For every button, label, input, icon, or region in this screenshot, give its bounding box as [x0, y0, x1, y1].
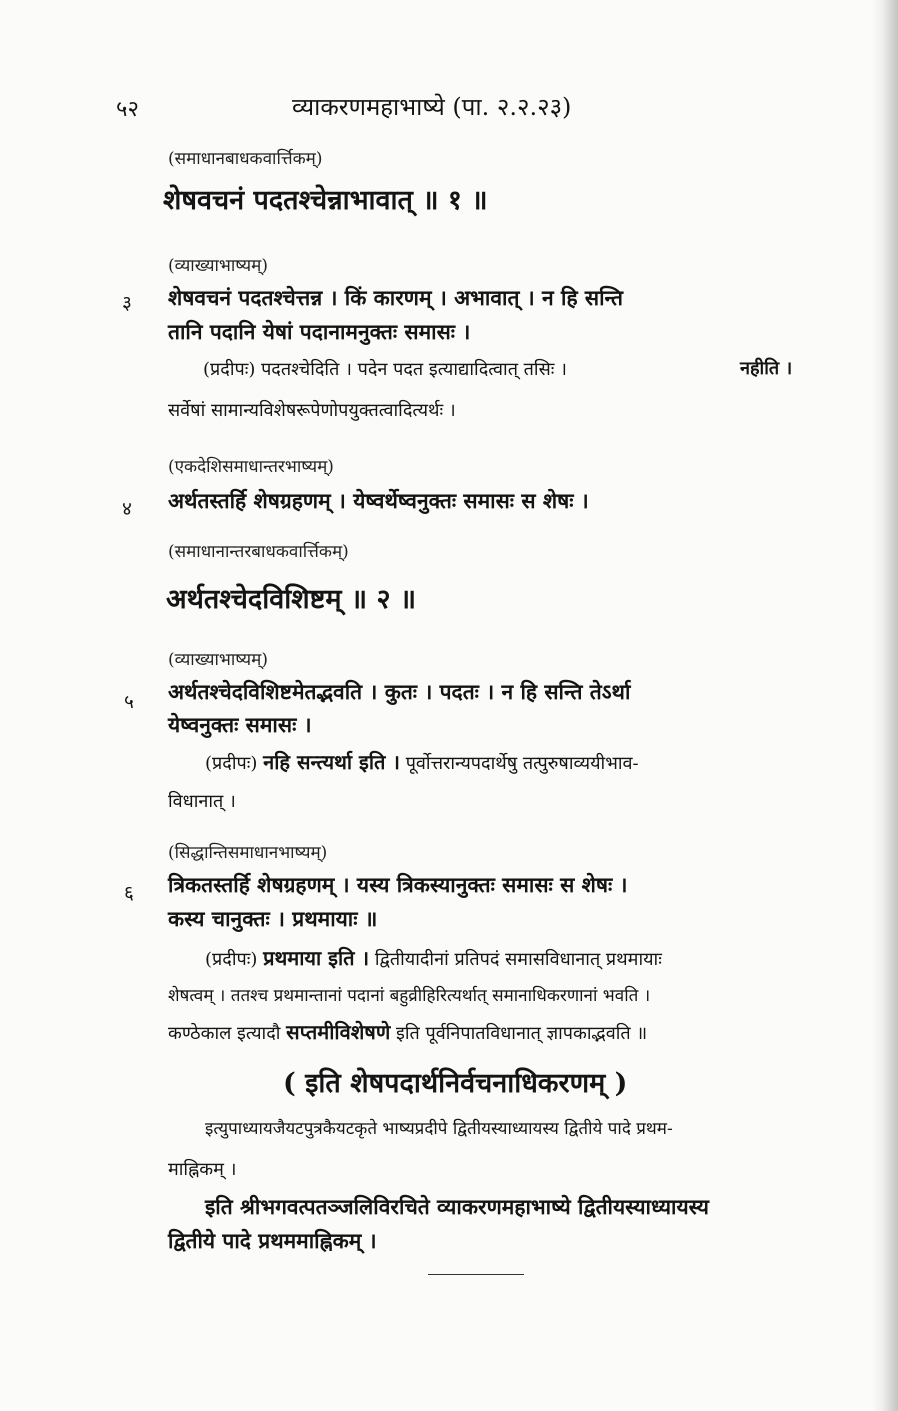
paragraph-number-4: ४ [122, 498, 132, 520]
pradipa-5-pratika: नहि सन्त्यर्था इति । [263, 750, 400, 774]
bhashya-5-line-2: येष्वनुक्तः समासः । [168, 712, 312, 737]
running-header: व्याकरणमहाभाष्ये (पा. २.२.२३) [292, 93, 572, 121]
colophon-bhashya-line-1: इति श्रीभगवत्पतञ्जलिविरचिते व्याकरणमहाभाष्ये द्वितीयस्याध्यायस्य [205, 1194, 709, 1219]
paragraph-number-5: ५ [124, 691, 134, 713]
colophon-pradipa-line-1: इत्युपाध्यायजैयटपुत्रकैयटकृते भाष्यप्रदीपे द्वितीयस्याध्यायस्य द्वितीये पादे प्रथम- [205, 1119, 673, 1139]
pradipa-6-line-3-bold: सप्तमीविशेषणे [286, 1020, 391, 1044]
pradipa-6-line-3-start: कण्ठेकाल इत्यादौ [168, 1023, 281, 1044]
pradipa-3-line-1-end: नहीति । [740, 358, 793, 379]
pradipa-6-line-1 [205, 944, 662, 971]
section-label-vyakhya-2: (व्याख्याभाष्यम्) [168, 650, 268, 670]
section-label-ekadeshi: (एकदेशिसमाधान्तरभाष्यम्) [168, 457, 334, 477]
pradipa-6-text: द्वितीयादीनां प्रतिपदं समासविधानात् प्रथमायाः [374, 949, 662, 970]
pradipa-5-prefix: (प्रदीपः) [205, 753, 258, 774]
section-label-siddhanti: (सिद्धान्तिसमाधानभाष्यम्) [168, 843, 328, 863]
bhashya-3-line-2: तानि पदानि येषां पदानामनुक्तः समासः । [168, 319, 471, 344]
pradipa-6-pratika: प्रथमाया इति । [263, 946, 370, 970]
section-label-vartika-1: (समाधानबाधकवार्त्तिकम्) [168, 149, 323, 169]
pradipa-6-line-3-end: इति पूर्वनिपातविधानात् ज्ञापकाद्भवति ॥ [396, 1023, 648, 1044]
pradipa-5-line-2: विधानात् । [168, 791, 236, 812]
paragraph-number-3: ३ [122, 292, 132, 314]
pradipa-5-text: पूर्वोत्तरान्यपदार्थेषु तत्पुरुषाव्ययीभाव- [405, 753, 639, 774]
pradipa-6-line-2: शेषत्वम् । ततश्च प्रथमान्तानां पदानां बहुव्रीहिरित्यर्थात् समानाधिकरणानां भवति । [168, 986, 651, 1006]
page-edge-shadow [872, 0, 898, 1411]
pradipa-3-line-1: (प्रदीपः) पदतश्चेदिति । पदेन पदत इत्याद्यादित्वात् तसिः । [203, 359, 567, 380]
section-label-vartika-2: (समाधानान्तरबाधकवार्त्तिकम्) [168, 542, 349, 562]
colophon-bhashya-line-2: द्वितीये पादे प्रथममाह्निकम् । [168, 1228, 377, 1253]
bhashya-4: अर्थतस्तर्हि शेषग्रहणम् । येष्वर्थेष्वनुक्तः समासः स शेषः । [168, 488, 589, 513]
pradipa-5-line-1 [205, 748, 639, 775]
vartika-1: शेषवचनं पदतश्चेन्नाभावात् ॥ १ ॥ [163, 185, 488, 216]
adhikarana-conclusion: ( इति शेषपदार्थनिर्वचनाधिकरणम् ) [283, 1068, 628, 1099]
pradipa-6-prefix: (प्रदीपः) [205, 949, 258, 970]
paragraph-number-6: ६ [124, 882, 134, 904]
bhashya-5-line-1: अर्थतश्चेदविशिष्टमेतद्भवति । कुतः । पदतः । न हि सन्ति तेऽर्था [168, 679, 631, 704]
pradipa-6-line-3 [168, 1018, 647, 1045]
bhashya-6-line-2: कस्य चानुक्तः । प्रथमायाः ॥ [168, 906, 378, 931]
section-label-vyakhya-1: (व्याख्याभाष्यम्) [168, 256, 268, 276]
colophon-pradipa-line-2: माह्निकम् । [168, 1159, 237, 1180]
page-number: ५२ [116, 97, 139, 122]
bhashya-3-line-1: शेषवचनं पदतश्चेत्तन्न । किं कारणम् । अभावात् । न हि सन्ति [168, 285, 623, 310]
pradipa-3-line-2: सर्वेषां सामान्यविशेषरूपेणोपयुक्तत्वादित्यर्थः । [168, 400, 456, 421]
vartika-2: अर्थतश्चेदविशिष्टम् ॥ २ ॥ [166, 584, 417, 615]
bhashya-6-line-1: त्रिकतस्तर्हि शेषग्रहणम् । यस्य त्रिकस्यानुक्तः समासः स शेषः । [168, 872, 628, 897]
end-divider-rule [428, 1274, 524, 1275]
